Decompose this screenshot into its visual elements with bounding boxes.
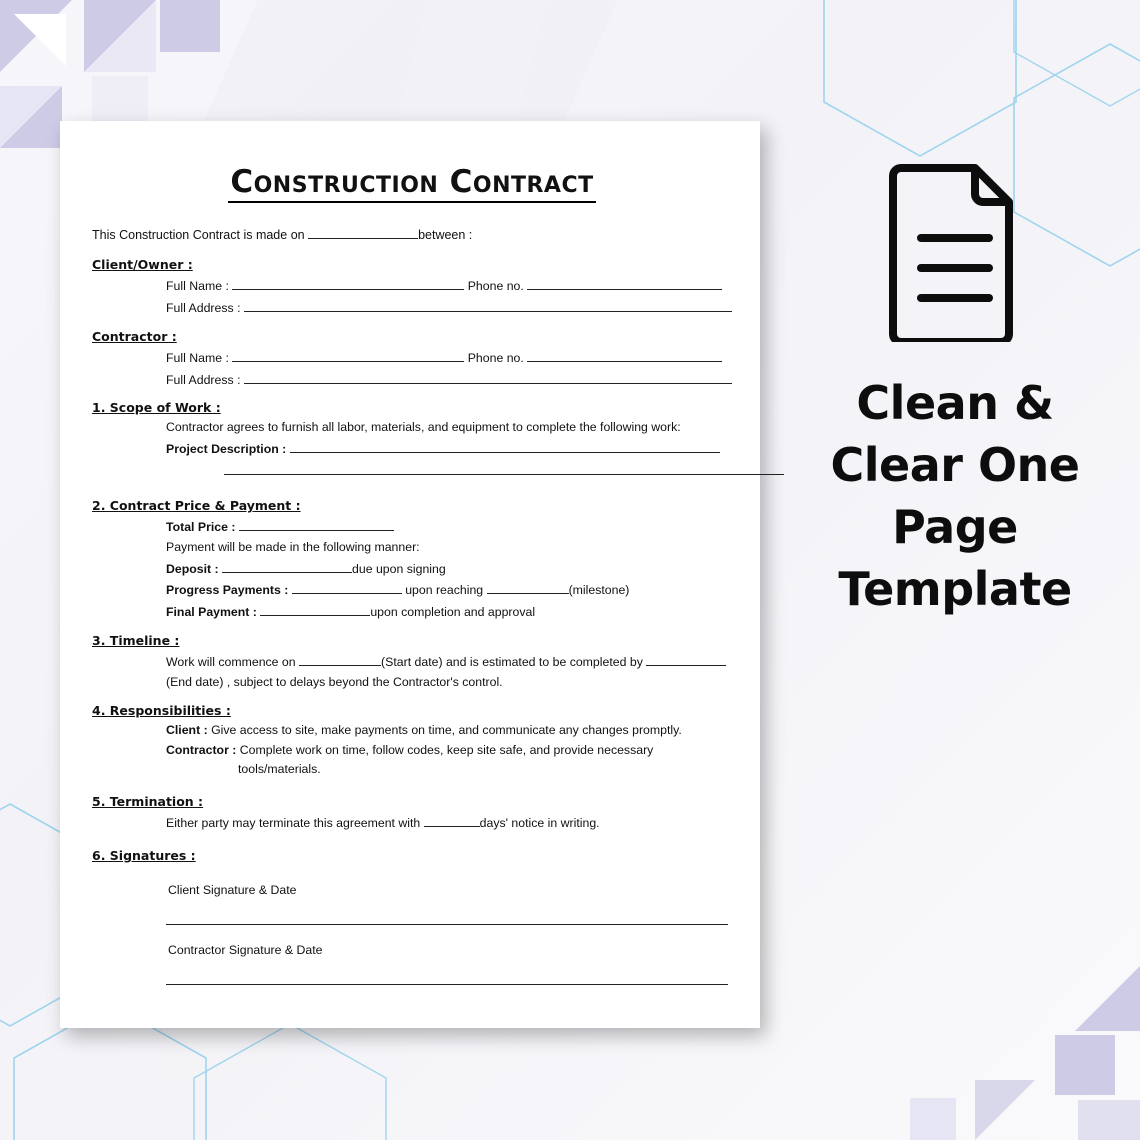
page-title: Construction Contract — [228, 165, 595, 203]
client-address-label: Full Address : — [166, 300, 241, 315]
decor-square — [160, 0, 220, 52]
contractor-fullname-input[interactable] — [232, 348, 464, 362]
deposit-row — [92, 559, 732, 579]
timeline-text-b: (Start date) and is estimated to be completed by — [381, 655, 643, 670]
progress-payments-input[interactable] — [292, 580, 402, 594]
responsibility-contractor-text: Complete work on time, follow codes, keep site safe, and provide necessary — [239, 742, 654, 757]
project-description-row — [92, 439, 732, 459]
termination-text-a: Either party may terminate this agreement with — [166, 816, 421, 831]
project-description-input-1[interactable] — [290, 439, 720, 453]
section-heading-signatures: 6. Signatures : — [92, 848, 196, 863]
timeline-line-2: (End date) , subject to delays beyond the Contractor's control. — [166, 674, 503, 689]
decor-square — [910, 1098, 956, 1140]
client-signature-line[interactable] — [166, 923, 728, 925]
promo-line-4: Template — [838, 562, 1072, 617]
total-price-row — [92, 517, 732, 537]
termination-row — [92, 813, 732, 833]
promo-panel — [790, 160, 1120, 620]
contractor-signature-line[interactable] — [166, 983, 728, 985]
milestone-input[interactable] — [487, 580, 569, 594]
decor-triangle — [975, 1080, 1035, 1140]
section-contractor — [92, 320, 732, 390]
total-price-input[interactable] — [239, 517, 394, 531]
decor-hexagon — [1010, 0, 1140, 88]
project-description-label: Project Description : — [166, 442, 287, 457]
contractor-name-row — [92, 348, 732, 368]
client-fullname-label: Full Name : — [166, 279, 229, 294]
timeline-text-a: Work will commence on — [166, 655, 296, 670]
contractor-address-input[interactable] — [244, 370, 732, 384]
section-heading-timeline: 3. Timeline : — [92, 633, 180, 649]
total-price-label: Total Price : — [166, 519, 236, 534]
responsibility-client-row — [92, 722, 732, 740]
scope-text: Contractor agrees to furnish all labor, materials, and equipment to complete the following work: — [166, 420, 681, 435]
deposit-input[interactable] — [222, 559, 352, 573]
contractor-signature-label: Contractor Signature & Date — [168, 943, 323, 957]
decor-triangle — [14, 14, 66, 66]
responsibility-contractor-row — [92, 742, 732, 760]
client-phone-label: Phone no. — [467, 279, 524, 294]
contractor-fullname-label: Full Name : — [166, 350, 229, 365]
promo-line-2: Clear One — [830, 438, 1080, 493]
responsibility-client-label: Client : — [166, 722, 208, 737]
client-signature-label: Client Signature & Date — [168, 883, 297, 897]
final-payment-row — [92, 602, 732, 622]
progress-payments-mid: upon reaching — [405, 583, 484, 598]
decor-square — [1055, 1035, 1115, 1095]
intro-after: between : — [418, 228, 473, 243]
deposit-label: Deposit : — [166, 561, 219, 576]
section-client-owner — [92, 248, 732, 318]
end-date-input[interactable] — [646, 652, 726, 666]
section-heading-contractor: Contractor : — [92, 328, 177, 344]
section-heading-responsibilities: 4. Responsibilities : — [92, 702, 231, 718]
section-heading-client: Client/Owner : — [92, 257, 193, 273]
contractor-address-label: Full Address : — [166, 372, 241, 387]
date-blank[interactable] — [308, 225, 418, 239]
client-address-input[interactable] — [244, 298, 732, 312]
project-description-input-2[interactable] — [224, 461, 784, 475]
section-responsibilities — [92, 694, 732, 779]
client-phone-input[interactable] — [527, 276, 722, 290]
document-page — [60, 121, 760, 1028]
title-container — [92, 165, 732, 203]
responsibility-contractor-row-2 — [92, 761, 732, 779]
progress-payments-after: (milestone) — [568, 583, 630, 598]
section-termination — [92, 785, 732, 833]
decor-square — [1078, 1100, 1140, 1140]
final-payment-after: upon completion and approval — [370, 605, 536, 620]
responsibility-contractor-text-2: tools/materials. — [238, 762, 321, 777]
start-date-input[interactable] — [299, 652, 381, 666]
client-address-row — [92, 298, 732, 318]
progress-payments-row — [92, 580, 732, 600]
contractor-address-row — [92, 370, 732, 390]
contractor-phone-label: Phone no. — [467, 350, 524, 365]
decor-triangle — [1075, 965, 1140, 1031]
intro-before: This Construction Contract is made on — [92, 228, 305, 243]
project-description-row-2 — [92, 461, 732, 481]
responsibility-contractor-label: Contractor : — [166, 742, 237, 757]
final-payment-label: Final Payment : — [166, 605, 257, 620]
responsibility-client-text: Give access to site, make payments on time, and communicate any changes promptly. — [211, 722, 682, 737]
document-icon — [887, 160, 1023, 342]
section-heading-scope: 1. Scope of Work : — [92, 400, 221, 416]
client-fullname-input[interactable] — [232, 276, 464, 290]
decor-triangle — [0, 86, 62, 148]
decor-hexagon — [190, 1020, 370, 1140]
promo-line-1: Clean & — [856, 376, 1054, 430]
timeline-line-1 — [92, 652, 732, 672]
termination-text-b: days' notice in writing. — [479, 816, 600, 831]
deposit-after: due upon signing — [352, 561, 446, 576]
section-contract-price — [92, 489, 732, 622]
notice-days-input[interactable] — [424, 813, 480, 827]
decor-triangle — [84, 0, 156, 72]
section-scope-of-work — [92, 391, 732, 480]
payment-manner-text: Payment will be made in the following manner: — [166, 539, 420, 554]
client-name-row — [92, 276, 732, 296]
promo-line-3: Page — [892, 500, 1018, 555]
decor-hexagon — [820, 0, 1000, 138]
section-heading-termination: 5. Termination : — [92, 794, 204, 810]
section-heading-price: 2. Contract Price & Payment : — [92, 497, 301, 513]
section-signatures — [92, 839, 732, 985]
progress-payments-label: Progress Payments : — [166, 583, 289, 598]
contractor-phone-input[interactable] — [527, 348, 722, 362]
contract-body — [92, 141, 732, 985]
final-payment-input[interactable] — [260, 602, 370, 616]
section-timeline — [92, 624, 732, 692]
intro-line — [92, 225, 732, 242]
